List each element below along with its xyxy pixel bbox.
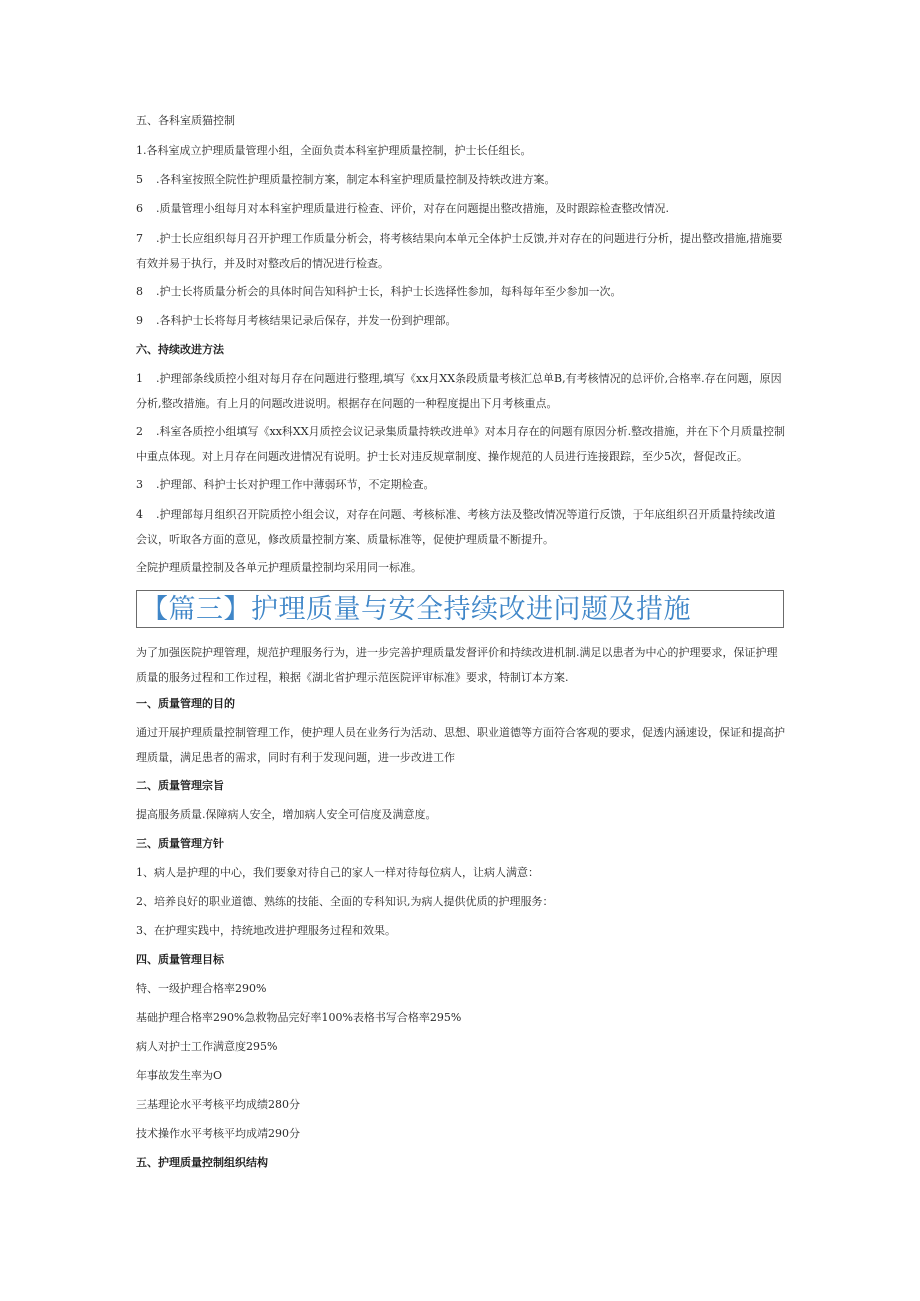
- section-heading: 五、各科室质猫控制: [136, 114, 235, 127]
- list-item: 基础护理合格率290%急救物品完好率100%表格书写合格率295%: [136, 1011, 462, 1024]
- item-number: 3: [136, 478, 143, 491]
- item-number: 2: [136, 425, 143, 438]
- list-item: [136, 502, 786, 552]
- list-item: 特、一级护理合格率290%: [136, 982, 267, 995]
- list-item: [136, 202, 786, 216]
- paragraph: 提高服务质量.保障病人安全，增加病人安全可信度及满意度。: [136, 808, 437, 821]
- list-item: 年事故发生率为O: [136, 1069, 223, 1082]
- paragraph: 通过开展护理质量控制管理工作，使护理人员在业务行为活动、思想、职业道德等方面符合客观的要求，促透内涵速设，保证和提高护理质量，满足患者的需求，同时有利于发现问题，进一步改进工作: [136, 726, 785, 764]
- item-number: 4: [136, 508, 143, 521]
- closing-note: 全院护理质量控制及各单元护理质量控制均采用同一标准。: [136, 561, 422, 574]
- item-text: .各科室按照全院性护理质量控制方案，制定本科室护理质量控制及持轶改进方案。: [156, 173, 556, 186]
- item-number: 7: [136, 232, 143, 245]
- item-number: 9: [136, 314, 143, 327]
- item-text: .护理部每月组织召开院质控小组会议，对存在问题、考核标准、考核方法及整改情况等道行反馈，于年底组织召开质量持续改道会议，听取各方面的意见，修改质量控制方案、质量标准等，促使护理质量不断提升。: [136, 508, 776, 546]
- list-item: 病人对护士工作满意度295%: [136, 1040, 278, 1053]
- list-item: 2、培养良好的职业道德、熟练的技能、全面的专科知识,为病人提供优质的护理服务：: [136, 895, 554, 908]
- item-number: 6: [136, 202, 143, 215]
- list-item: 技术操作水平考核平均成靖290分: [136, 1127, 300, 1140]
- list-item: [136, 478, 786, 492]
- item-text: .护理部条线质控小组对每月存在问题进行整理,填写《xx月XX条段质量考核汇总单B,有考核情况的总评价,合格率.存在问题，原因分析,整改措施。有上月的问题改进说明。根据存在问题的一种程度提出下月考核重点。: [136, 372, 782, 410]
- list-item: [136, 419, 786, 469]
- item-text: .各科护士长将每月考核结果记录后保存，并发一份到护理部。: [156, 314, 457, 327]
- list-item: [136, 314, 786, 328]
- list-item: [136, 366, 786, 416]
- item-text: .科室各质控小组填写《xx科XX月质控会议记录集质量持轶改进单》对本月存在的问题有原因分析.整改措施，并在下个月质量控制中重点体现。对上月存在问题改进情况有说明。护士长对违反规章制度、操作规范的人员进行连接跟踪，至少5次，督促改正。: [136, 425, 786, 463]
- item-text: 各科室成立护理质量管理小组，全面负责本科室护理质量控制，护士长任组长。: [146, 144, 532, 157]
- section-heading: 五、护理质量控制组织结构: [136, 1156, 268, 1169]
- item-number: 8: [136, 285, 143, 298]
- item-text: .护士长应组织每月召开护理工作质量分析会，将考核结果向本单元全体护士反馈,并对存在的问题进行分析，提出整改措施,措施要有效并易于执行，并及时对整改后的情况进行检查。: [136, 232, 783, 270]
- list-item: 3、在护理实践中，持统地改进护理服务过程和效果。: [136, 924, 396, 937]
- section-heading: 六、持续改进方法: [136, 343, 224, 356]
- intro-paragraph: 为了加强医院护理管理，规范护理服务行为，进一步完善护理质量发督评价和持续改进机制.满足以患者为中心的护理要求，保证护理质量的服务过程和工作过程，粮据《湖北省护理示范医院评审标准》要求，特制订本方案.: [136, 646, 778, 684]
- section-heading: 一、质量管理的目的: [136, 697, 235, 710]
- list-item: [136, 285, 786, 299]
- section-heading: 三、质量管理方针: [136, 837, 224, 850]
- document-title-box: [136, 590, 784, 628]
- item-number: 5: [136, 173, 143, 186]
- section-heading: 二、质量管理宗旨: [136, 779, 224, 792]
- list-item: 1、病人是护理的中心，我们要象对待自己的家人一样对待每位病人，让病人满意：: [136, 866, 539, 879]
- list-item: 三基理论水平考核平均成绩280分: [136, 1098, 300, 1111]
- list-item: [136, 173, 786, 187]
- item-text: .质量管理小组每月对本科室护理质量进行检查、评价，对存在问题提出整改措施，及时跟踪检查整改情况.: [156, 202, 669, 215]
- item-number: 1: [136, 372, 143, 385]
- section-heading: 四、质量管理目标: [136, 953, 224, 966]
- item-text: .护理部、科护士长对护理工作中薄弱环节，不定期检查。: [156, 478, 435, 491]
- list-item: [136, 144, 786, 158]
- item-text: .护士长将质量分析会的具体时间告知科护士长，科护士长选择性参加，每科每年至少参加一次。: [156, 285, 622, 298]
- document-title: 【篇三】护理质量与安全持续改进问题及措施: [141, 594, 691, 625]
- list-item: [136, 226, 786, 276]
- item-number: 1.: [136, 144, 147, 157]
